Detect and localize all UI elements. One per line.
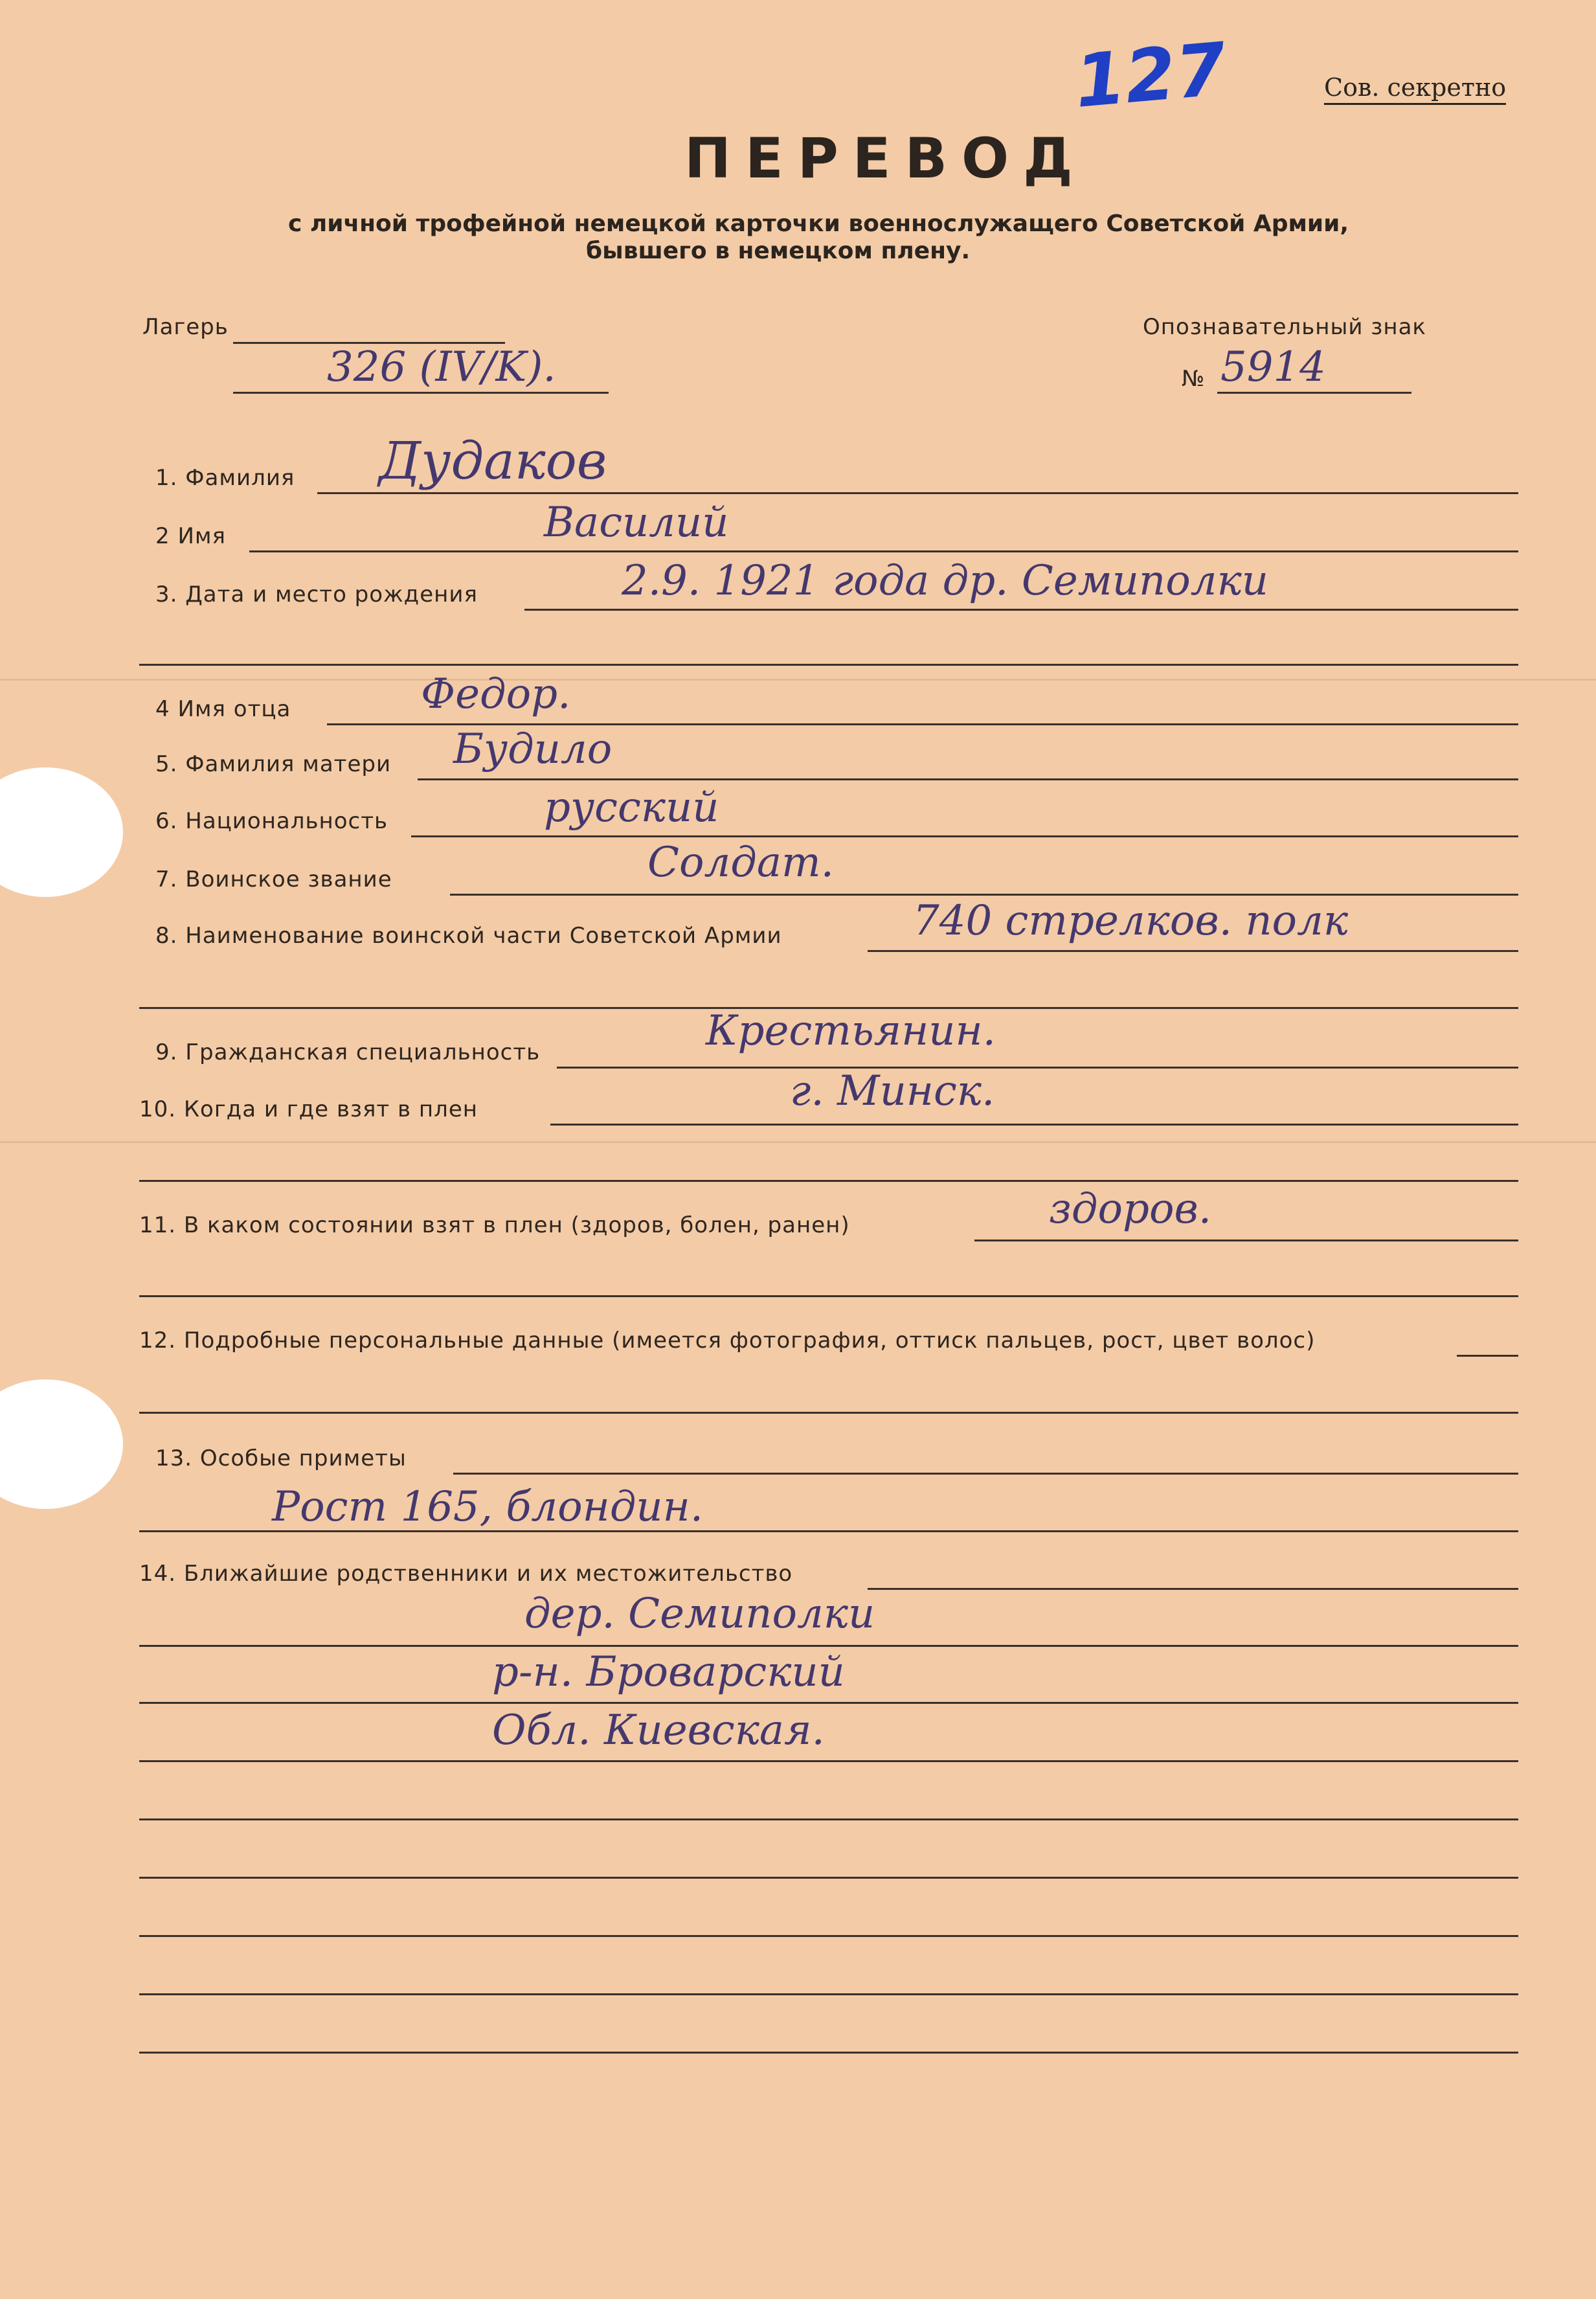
underline	[139, 2052, 1518, 2054]
field-value-father: Федор.	[421, 670, 571, 718]
field-value-condition: здоров.	[1049, 1185, 1212, 1233]
field-label-profession: 9. Гражданская специальность	[155, 1039, 541, 1065]
field-label-nationality: 6. Национальность	[155, 808, 388, 834]
underline	[317, 492, 1518, 494]
field-value-nationality: русский	[544, 784, 719, 832]
relatives-address-line: дер. Семиполки	[524, 1590, 875, 1638]
field-label-personal-data: 12. Подробные персональные данные (имеется фотография, оттиск пальцев, рост, цвет волос)	[139, 1328, 1316, 1353]
field-label-special-marks: 13. Особые приметы	[155, 1445, 407, 1471]
document-title: ПЕРЕВОД	[684, 126, 1087, 191]
camp-label: Лагерь	[142, 314, 229, 340]
underline	[524, 609, 1518, 611]
field-label-unit: 8. Наименование воинской части Советской Армии	[155, 923, 782, 949]
underline	[139, 1760, 1518, 1762]
field-value-birth: 2.9. 1921 года др. Семиполки	[622, 557, 1268, 605]
field-label-captured: 10. Когда и где взят в плен	[139, 1096, 478, 1122]
underline	[418, 778, 1518, 780]
field-value-profession: Крестьянин.	[706, 1007, 996, 1055]
punch-hole	[0, 767, 123, 897]
underline	[450, 894, 1518, 896]
document-subtitle: бывшего в немецком плену.	[586, 238, 971, 264]
field-value-captured: г. Минск.	[790, 1067, 995, 1115]
field-value-name: Василий	[544, 499, 729, 547]
underline	[139, 1530, 1518, 1532]
underline	[139, 1295, 1518, 1297]
field-value-surname: Дудаков	[379, 431, 607, 491]
punch-hole	[0, 1379, 123, 1509]
underline	[557, 1067, 1518, 1069]
field-label-rank: 7. Воинское звание	[155, 866, 392, 892]
document-subtitle: с личной трофейной немецкой карточки военнослужащего Советской Армии,	[288, 210, 1349, 237]
underline	[139, 1935, 1518, 1937]
underline	[550, 1124, 1518, 1126]
field-label-mother: 5. Фамилия матери	[155, 751, 392, 777]
field-label-birth: 3. Дата и место рождения	[155, 582, 478, 607]
underline	[868, 950, 1518, 952]
field-value-special-marks: Рост 165, блондин.	[272, 1483, 704, 1531]
camp-value: 326 (IV/K).	[327, 343, 556, 391]
field-label-relatives: 14. Ближайшие родственники и их местожительство	[139, 1561, 793, 1587]
number-sign: №	[1182, 366, 1206, 392]
id-tag-value: 5914	[1220, 343, 1326, 391]
underline	[974, 1240, 1518, 1241]
registration-number: 127	[1071, 27, 1230, 124]
underline	[453, 1473, 1518, 1475]
underline	[139, 1412, 1518, 1414]
underline	[139, 1702, 1518, 1704]
underline	[139, 1180, 1518, 1182]
field-label-father: 4 Имя отца	[155, 696, 291, 722]
underline	[1457, 1355, 1518, 1357]
field-value-unit: 740 стрелков. полк	[913, 897, 1349, 945]
field-value-rank: Солдат.	[647, 839, 834, 887]
underline	[233, 392, 609, 394]
underline	[139, 1993, 1518, 1995]
underline	[868, 1588, 1518, 1590]
underline	[411, 835, 1518, 837]
fold-crease	[0, 679, 1596, 681]
relatives-address-line: Обл. Киевская.	[492, 1706, 825, 1754]
relatives-address-line: р-н. Броварский	[492, 1648, 845, 1696]
underline	[139, 664, 1518, 666]
field-label-name: 2 Имя	[155, 523, 226, 549]
underline	[139, 1818, 1518, 1820]
field-value-mother: Будило	[453, 725, 613, 773]
underline	[139, 1877, 1518, 1879]
fold-crease	[0, 1141, 1596, 1143]
field-label-condition: 11. В каком состоянии взят в плен (здоров, болен, ранен)	[139, 1212, 850, 1238]
id-tag-label: Опознавательный знак	[1143, 314, 1426, 340]
field-label-surname: 1. Фамилия	[155, 465, 295, 491]
classification-stamp: Сов. секретно	[1324, 73, 1506, 105]
underline	[249, 550, 1518, 552]
underline	[1217, 392, 1411, 394]
underline	[139, 1645, 1518, 1647]
